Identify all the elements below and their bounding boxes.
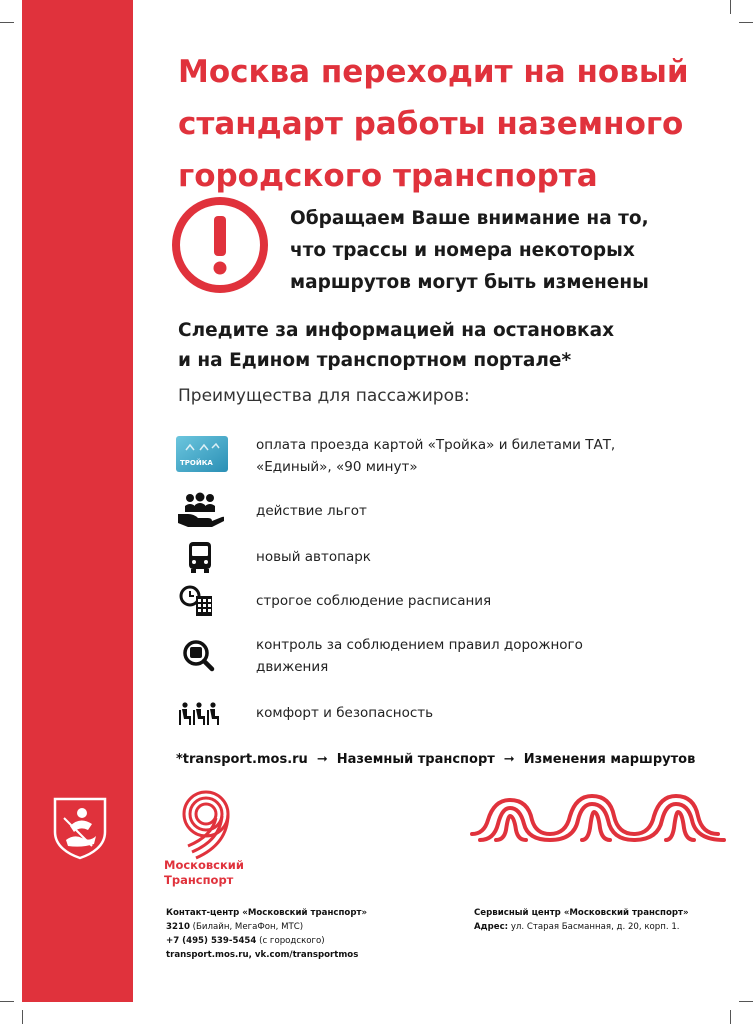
logo-line-1: Московский — [164, 858, 244, 872]
benefits-hand-icon — [176, 492, 224, 528]
headline — [178, 46, 718, 202]
headline-line-2: стандарт работы наземного — [178, 106, 684, 142]
benefit-line: «Единый», «90 минут» — [256, 459, 418, 475]
benefit-text — [256, 702, 656, 724]
benefit-text — [256, 546, 656, 568]
troika-card-icon — [176, 436, 228, 472]
benefit-line: контроль за соблюдением правил дорожного — [256, 637, 583, 653]
crop-mark — [739, 1001, 753, 1002]
portal-step-ground-transport: Наземный транспорт — [336, 752, 495, 767]
contact-center-title: Контакт-центр «Московский транспорт» — [166, 908, 368, 918]
arrow-right-icon: ➞ — [503, 752, 515, 767]
service-address: ул. Старая Басманная, д. 20, корп. 1. — [510, 922, 680, 932]
passengers-icon — [176, 696, 224, 732]
follow-line-2: и на Едином транспортном портале* — [178, 350, 572, 371]
benefit-line: действие льгот — [256, 503, 367, 519]
logo-wordmark — [164, 858, 244, 888]
service-center-info — [474, 906, 689, 934]
crop-mark — [730, 1010, 731, 1024]
benefit-line: комфорт и безопасность — [256, 705, 434, 721]
service-center-title: Сервисный центр «Московский транспорт» — [474, 908, 689, 918]
notice-line-1: Обращаем Ваше внимание на то, — [290, 208, 649, 229]
benefit-text — [256, 434, 656, 478]
portal-step-route-changes: Изменения маршрутов — [523, 752, 696, 767]
follow-line-1: Следите за информацией на остановках — [178, 320, 615, 341]
notice-text — [290, 203, 710, 299]
benefit-line: новый автопарк — [256, 549, 371, 565]
troika-card-label: ТРОЙКА — [180, 459, 213, 467]
follow-info-text — [178, 316, 698, 376]
exclamation-warning-icon — [171, 196, 269, 294]
moscow-transport-logo-icon — [168, 786, 248, 866]
headline-line-1: Москва переходит на новый — [178, 54, 689, 90]
contact-phone-city-note: (с городского) — [259, 936, 325, 946]
contact-links[interactable]: transport.mos.ru, vk.com/transportmos — [166, 950, 359, 960]
logo-line-2: Транспорт — [164, 873, 234, 887]
crop-mark — [0, 22, 14, 23]
benefit-text — [256, 590, 656, 612]
traffic-control-icon — [176, 638, 224, 674]
bus-icon — [176, 540, 224, 576]
benefit-line: движения — [256, 659, 329, 675]
portal-path — [176, 752, 695, 767]
moscow-coat-of-arms-icon — [52, 796, 108, 860]
benefit-line: оплата проезда картой «Тройка» и билетами ТАТ, — [256, 437, 616, 453]
contact-center-info — [166, 906, 367, 962]
notice-line-2: что трассы и номера некоторых — [290, 240, 635, 261]
wave-pattern-decoration — [470, 790, 728, 842]
portal-site-link[interactable]: *transport.mos.ru — [176, 752, 308, 767]
benefit-line: строгое соблюдение расписания — [256, 593, 492, 609]
notice-line-3: маршрутов могут быть изменены — [290, 272, 649, 293]
benefits-heading: Преимущества для пассажиров: — [178, 386, 470, 406]
benefit-text — [256, 634, 656, 678]
contact-phone-city[interactable]: +7 (495) 539-5454 — [166, 936, 257, 946]
arrow-right-icon: ➞ — [316, 752, 328, 767]
schedule-icon — [176, 584, 224, 620]
crop-mark — [22, 1010, 23, 1024]
crop-mark — [739, 22, 753, 23]
benefit-text — [256, 500, 656, 522]
headline-line-3: городского транспорта — [178, 158, 598, 194]
contact-phone-short-note: (Билайн, МегаФон, МТС) — [192, 922, 304, 932]
contact-phone-short[interactable]: 3210 — [166, 922, 190, 932]
crop-mark — [730, 0, 731, 14]
crop-mark — [0, 1001, 14, 1002]
address-label: Адрес: — [474, 922, 509, 932]
